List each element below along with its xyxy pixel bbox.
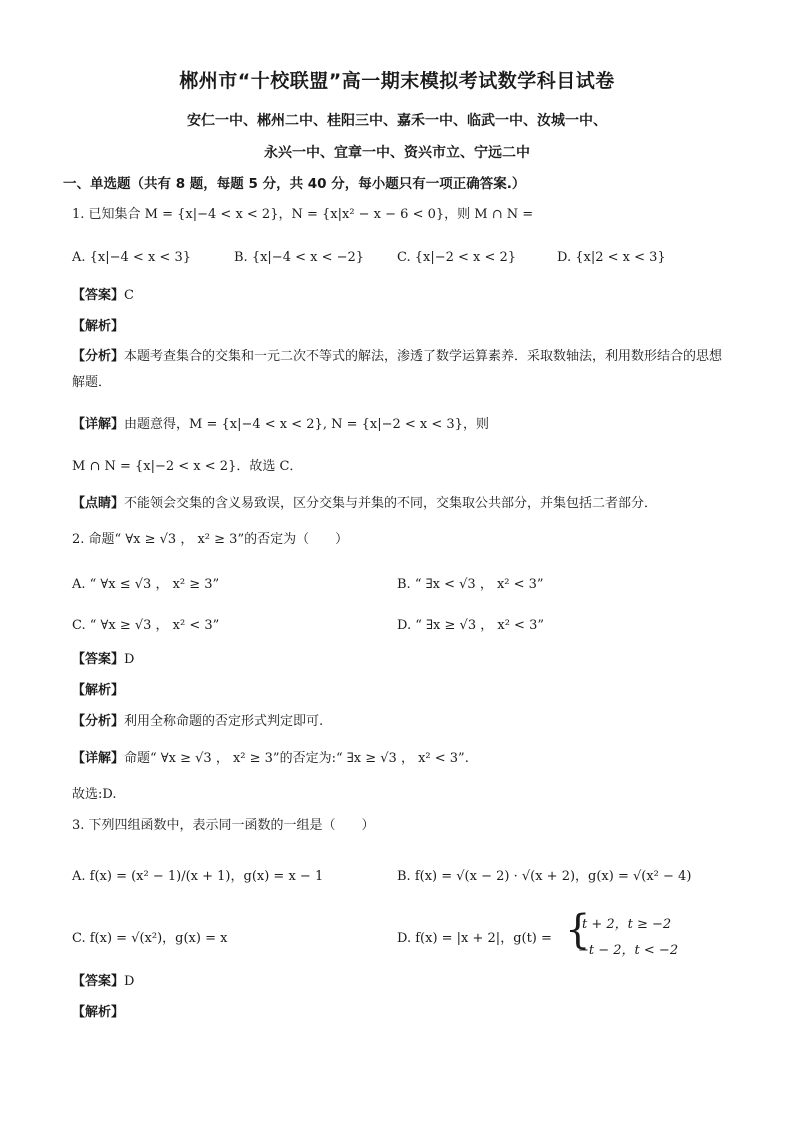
q1-xiangjie-2: M ∩ N = {x|−2 < x < 2}．故选 C．: [72, 459, 303, 474]
fenxi-text: 利用全称命题的否定形式判定即可.: [124, 714, 324, 729]
answer-value: D: [124, 974, 135, 989]
q3-stem: 3. 下列四组函数中，表示同一函数的一组是（ ）: [72, 818, 375, 833]
answer-tag: 【答案】: [72, 974, 125, 989]
q1-option-d: D. {x|2 < x < 3}: [557, 250, 666, 265]
q3-option-c: C. f(x) = √(x²)，g(x) = x: [72, 931, 228, 946]
q2-option-b: B. “ ∃x < √3 ， x² < 3”: [397, 577, 544, 592]
q1-fenxi: [72, 344, 732, 396]
answer-value: D: [124, 652, 135, 667]
fenxi-tag: 【分析】: [72, 349, 125, 364]
q1-option-a: A. {x|−4 < x < 3}: [72, 250, 191, 265]
q3-option-d: D. f(x) = |x + 2|，g(t) =: [397, 931, 552, 946]
schools-line-1: 安仁一中、郴州二中、桂阳三中、嘉禾一中、临武一中、汝城一中、: [187, 113, 607, 129]
q3-d-case-1: t + 2，t ≥ −2: [582, 917, 672, 932]
answer-value: C: [124, 288, 134, 303]
q2-conclusion: 故选:D.: [72, 787, 117, 802]
q3-option-b: B. f(x) = √(x − 2) · √(x + 2)，g(x) = √(x² − 4): [397, 869, 692, 884]
fenxi-text: 本题考查集合的交集和一元二次不等式的解法，渗透了数学运算素养．采取数轴法，利用数形结合的思想解题．: [72, 349, 723, 390]
q1-option-b: B. {x|−4 < x < −2}: [234, 250, 365, 265]
fenxi-tag: 【分析】: [72, 714, 125, 729]
q2-stem: 2. 命题“ ∀x ≥ √3 ， x² ≥ 3”的否定为（ ）: [72, 532, 349, 547]
q3-answer: [72, 973, 134, 991]
q2-option-a: A. “ ∀x ≤ √3 ， x² ≥ 3”: [72, 577, 220, 592]
q2-option-d: D. “ ∃x ≥ √3 ， x² < 3”: [397, 618, 544, 633]
xiangjie-tag: 【详解】: [72, 417, 125, 432]
q2-option-c: C. “ ∀x ≥ √3 ， x² < 3”: [72, 618, 220, 633]
xiangjie-text: 由题意得，M = {x|−4 < x < 2}, N = {x|−2 < x < 3}，则: [124, 417, 489, 432]
q2-analysis-tag: [72, 682, 124, 700]
schools-line-2: 永兴一中、宜章一中、资兴市立、宁远二中: [264, 145, 530, 161]
analysis-tag: 【解析】: [72, 1005, 125, 1020]
q1-xiangjie-1: [72, 416, 489, 434]
answer-tag: 【答案】: [72, 288, 125, 303]
q1-option-c: C. {x|−2 < x < 2}: [397, 250, 517, 265]
section-heading: 一、单选题（共有 8 题，每题 5 分，共 40 分，每小题只有一项正确答案.）: [63, 176, 526, 192]
xiangjie-tag: 【详解】: [72, 751, 125, 766]
q1-answer: [72, 287, 134, 305]
q1-dianjing: [72, 495, 657, 513]
q3-d-case-2: −t − 2，t < −2: [578, 943, 679, 958]
analysis-tag: 【解析】: [72, 319, 125, 334]
q3-option-a: A. f(x) = (x² − 1)/(x + 1)，g(x) = x − 1: [72, 869, 324, 884]
q2-fenxi: [72, 713, 323, 731]
xiangjie-text: 命题“ ∀x ≥ √3 ， x² ≥ 3”的否定为:“ ∃x ≥ √3 ， x² < 3”.: [124, 751, 469, 766]
answer-tag: 【答案】: [72, 652, 125, 667]
page-title: 郴州市“十校联盟”高一期末模拟考试数学科目试卷: [179, 70, 615, 92]
q2-answer: [72, 651, 134, 669]
q2-xiangjie: [72, 750, 469, 768]
q1-stem: 1. 已知集合 M = {x|−4 < x < 2}，N = {x|x² − x − 6 < 0}，则 M ∩ N =: [72, 207, 534, 222]
q1-analysis-tag: [72, 318, 124, 336]
dianjing-text: 不能领会交集的含义易致误，区分交集与并集的不同，交集取公共部分，并集包括二者部分．: [124, 496, 658, 511]
q3-analysis-tag: [72, 1004, 124, 1022]
piecewise-brace-icon: {: [565, 907, 591, 953]
analysis-tag: 【解析】: [72, 683, 125, 698]
dianjing-tag: 【点睛】: [72, 496, 125, 511]
